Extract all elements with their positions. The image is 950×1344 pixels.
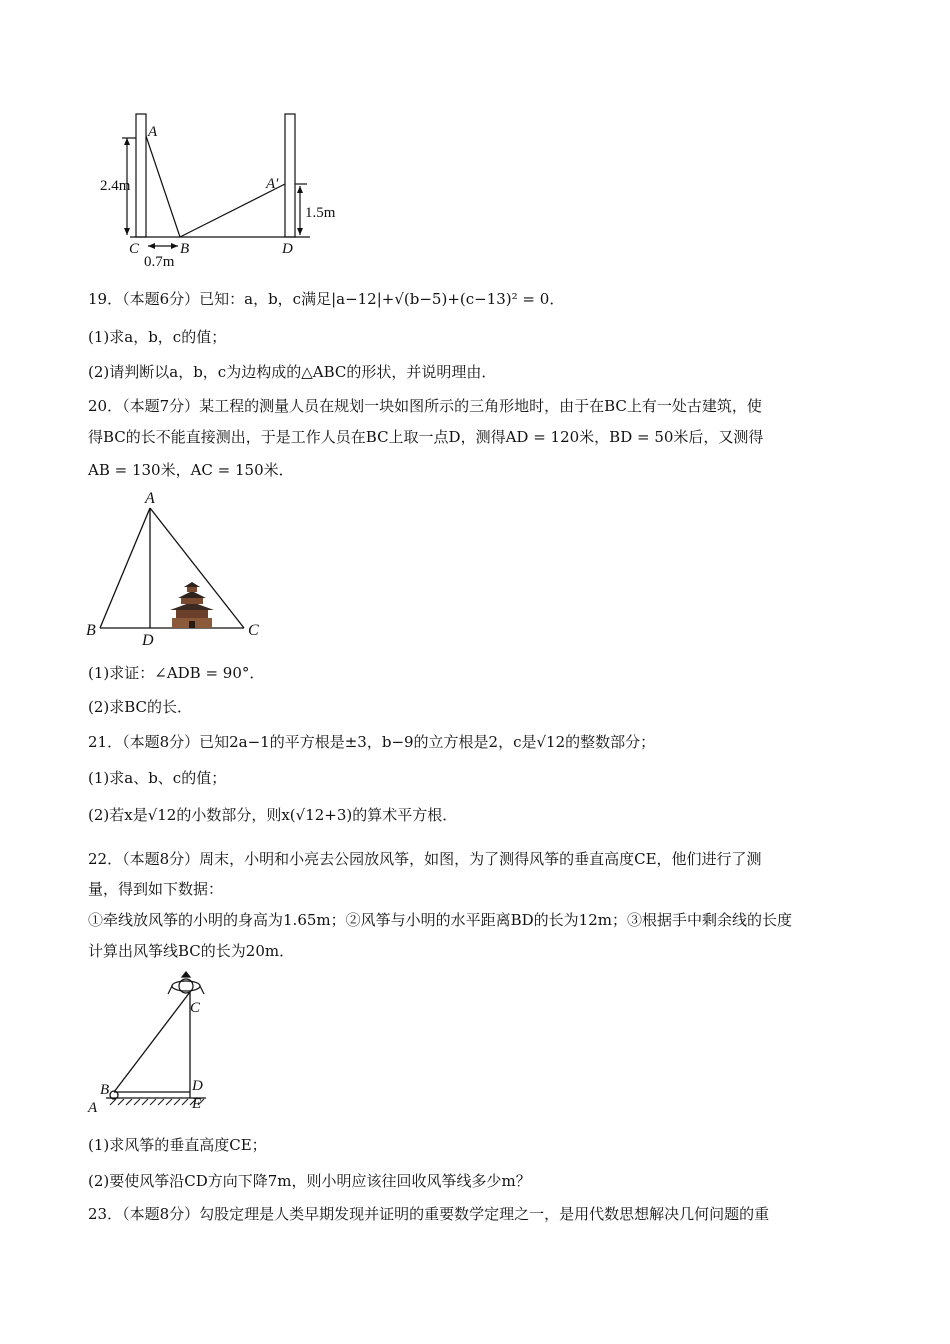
label-B: B (86, 622, 96, 639)
ancient-building-icon (170, 582, 214, 628)
label-C: C (248, 622, 259, 639)
q20-part2: (2)求BC的长． (88, 698, 193, 716)
q20-part1: (1)求证：∠ADB = 90°． (88, 664, 265, 682)
q21-stem: 21．（本题8分）已知2a−1的平方根是±3，b−9的立方根是2，c是√12的整数部分； (88, 733, 656, 751)
q22-stem-line2: 量，得到如下数据： (88, 880, 224, 898)
q22-part2: (2)要使风筝沿CD方向下降7m，则小明应该往回收风筝线多少m？ (88, 1172, 531, 1190)
label-D: D (282, 241, 293, 257)
q19-part2: (2)请判断以a，b，c为边构成的△ABC的形状，并说明理由． (88, 363, 497, 381)
label-D: D (192, 1078, 203, 1094)
q20-stem-line3: AB = 130米，AC = 150米． (88, 461, 294, 479)
label-A-prime: A′ (266, 176, 279, 192)
q22-stem-line4: 计算出风筝线BC的长为20m． (88, 942, 295, 960)
q23-stem: 23．（本题8分）勾股定理是人类早期发现并证明的重要数学定理之一，是用代数思想解决几何问题的重 (88, 1205, 770, 1223)
dim-label-right: 1.5m (305, 205, 336, 221)
ladder-position-1 (146, 136, 180, 237)
side-AB (100, 508, 150, 628)
q19-part1: (1)求a，b，c的值； (88, 328, 227, 346)
dim-label-bottom: 0.7m (144, 254, 175, 270)
kite-icon (168, 972, 204, 994)
right-wall (285, 114, 295, 237)
kite-string-BC (114, 992, 190, 1092)
q20-stem-line2: 得BC的长不能直接测出，于是工作人员在BC上取一点D，测得AD = 120米，BD = 50米后，又测得 (88, 428, 764, 446)
q21-part2: (2)若x是√12的小数部分，则x(√12+3)的算术平方根． (88, 806, 458, 824)
label-A: A (145, 490, 155, 507)
label-A: A (88, 1100, 98, 1116)
kite-figure (86, 968, 216, 1118)
q22-stem-line3: ①牵线放风筝的小明的身高为1.65m；②风筝与小明的水平距离BD的长为12m；③根据手中剩余线的长度 (88, 911, 792, 929)
q22-stem-line1: 22．（本题8分）周末，小明和小亮去公园放风筝，如图，为了测得风筝的垂直高度CE，他们进行了测 (88, 850, 762, 868)
q20-stem-line1: 20．（本题7分）某工程的测量人员在规划一块如图所示的三角形地时，由于在BC上有一处古建筑，使 (88, 397, 762, 415)
label-B: B (100, 1082, 110, 1098)
dim-label-left: 2.4m (100, 178, 131, 194)
label-A: A (148, 124, 158, 140)
label-E: E (192, 1096, 202, 1112)
label-C: C (129, 241, 140, 257)
ground-hatching (110, 1099, 204, 1105)
q22-part1: (1)求风筝的垂直高度CE； (88, 1136, 267, 1154)
label-C: C (190, 1000, 201, 1016)
triangle-figure (84, 488, 274, 648)
label-D: D (142, 632, 154, 648)
label-B: B (180, 241, 190, 257)
left-wall (136, 114, 146, 237)
ladder-figure (100, 110, 360, 270)
q21-part1: (1)求a、b、c的值； (88, 769, 227, 787)
q19-stem: 19．（本题6分）已知：a，b，c满足|a−12|+√(b−5)+(c−13)² = 0． (88, 290, 565, 308)
